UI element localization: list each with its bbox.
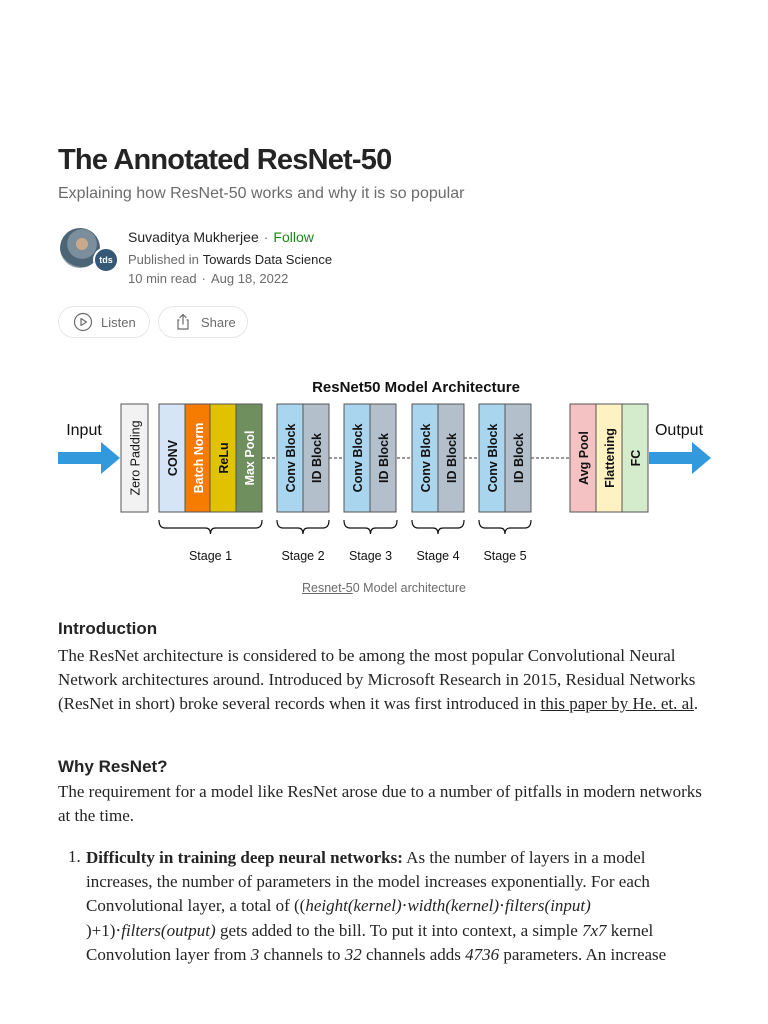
- why-resnet-paragraph: The requirement for a model like ResNet arose due to a number of pitfalls in modern networks at the time.: [58, 782, 702, 826]
- layer-label: ID Block: [445, 432, 459, 484]
- follow-button[interactable]: Follow: [273, 229, 314, 245]
- layer-label: Conv Block: [486, 423, 500, 493]
- formula: filters(input): [504, 896, 591, 916]
- layer-label: Max Pool: [243, 430, 257, 486]
- layer-label: Conv Block: [351, 423, 365, 493]
- formula: height(kernel): [305, 896, 402, 916]
- publication-name[interactable]: Towards Data Science: [202, 252, 333, 267]
- input-arrow: [58, 442, 120, 474]
- layer-label: Conv Block: [419, 423, 433, 493]
- stage-brace: [159, 520, 262, 534]
- why-resnet-heading: Why ResNet?: [58, 757, 168, 776]
- list-text: As the number of layers in a model increases, the number of parameters in the model increases exponentially. For each Convolutional layer, a total of ((: [86, 848, 650, 916]
- list-item-bold: Difficulty in training deep neural networks:: [86, 848, 403, 867]
- list-text: kernel Convolution layer from: [86, 920, 654, 964]
- stage-braces: [159, 520, 531, 563]
- publication-line: [128, 251, 332, 267]
- list-text: gets added to the bill. To put it into context, a simple: [215, 920, 582, 940]
- stage-label: Stage 2: [281, 549, 325, 563]
- layer-label: Avg Pool: [577, 431, 591, 485]
- layer-label: CONV: [166, 439, 180, 477]
- stage-brace: [412, 520, 464, 534]
- output-label: Output: [654, 422, 704, 439]
- list-text: parameters. An increase: [499, 944, 667, 964]
- list-item: [86, 846, 710, 967]
- share-button[interactable]: [158, 306, 248, 338]
- figure-title: ResNet50 Model Architecture: [312, 379, 520, 396]
- intro-text-end: .: [693, 694, 699, 714]
- list-text: channels adds: [361, 944, 466, 964]
- input-label: Input: [66, 422, 102, 439]
- layer-label: FC: [629, 449, 643, 467]
- formula: 7x7: [582, 920, 607, 940]
- stage-brace: [277, 520, 329, 534]
- layer-label: Conv Block: [284, 423, 298, 493]
- layer-label: Zero Padding: [128, 420, 143, 496]
- architecture-figure: [58, 372, 714, 572]
- intro-text: The ResNet architecture is considered to be among the most popular Convolutional Neural Network architectures around. Introduced by Microsoft Research in 2015, Residual Networks (ResNet in short) broke several records when it was first introduced in: [58, 646, 696, 714]
- caption-text: 0 Model architecture: [352, 581, 466, 595]
- figure-caption: [0, 581, 768, 595]
- list-text: channels to: [259, 944, 345, 964]
- share-label: Share: [201, 314, 236, 330]
- stage-label: Stage 5: [483, 549, 527, 563]
- stage-label: Stage 1: [188, 549, 233, 563]
- layer-label: ReLu: [217, 442, 231, 474]
- read-time: 10 min read: [128, 271, 197, 286]
- formula: 32: [344, 944, 362, 964]
- formula: filters(output): [121, 920, 216, 940]
- listen-button[interactable]: [58, 306, 150, 338]
- layer-label: ID Block: [377, 432, 391, 484]
- list-text: ⋅: [499, 896, 505, 916]
- publish-date: Aug 18, 2022: [211, 271, 289, 286]
- list-text: )+1)⋅: [86, 920, 122, 940]
- formula: 3: [250, 944, 260, 964]
- layer-label: ID Block: [512, 432, 526, 484]
- play-circle-icon: [73, 312, 93, 332]
- layer-label: Flattening: [603, 428, 617, 488]
- read-meta-line: [128, 270, 288, 286]
- share-icon: [173, 312, 193, 332]
- formula: width(kernel): [407, 896, 500, 916]
- formula: 4736: [465, 944, 500, 964]
- article-subtitle: Explaining how ResNet-50 works and why it is so popular: [58, 185, 465, 202]
- layer-label: ID Block: [310, 432, 324, 484]
- stage-label: Stage 4: [416, 549, 460, 563]
- introduction-paragraph: [58, 644, 708, 717]
- stage-brace: [479, 520, 531, 534]
- paper-link[interactable]: this paper by He. et. al: [540, 694, 694, 714]
- article-title: The Annotated ResNet-50: [58, 144, 392, 176]
- stage-label: Stage 3: [348, 549, 393, 563]
- published-in-label: Published in: [128, 252, 199, 267]
- separator-dot: ·: [263, 229, 269, 245]
- list-text: ⋅: [401, 896, 408, 916]
- layer-label: Batch Norm: [192, 422, 206, 494]
- introduction-heading: Introduction: [58, 619, 158, 638]
- listen-label: Listen: [101, 314, 136, 330]
- caption-link[interactable]: Resnet-5: [302, 581, 353, 595]
- author-line: [128, 229, 314, 245]
- list-number: 1.: [68, 847, 81, 866]
- output-arrow: [649, 442, 711, 474]
- separator-dot: ·: [201, 271, 206, 286]
- stage-brace: [344, 520, 397, 534]
- publication-badge[interactable]: tds: [93, 247, 119, 273]
- author-name[interactable]: Suvaditya Mukherjee: [128, 229, 259, 245]
- author-block: [58, 225, 458, 295]
